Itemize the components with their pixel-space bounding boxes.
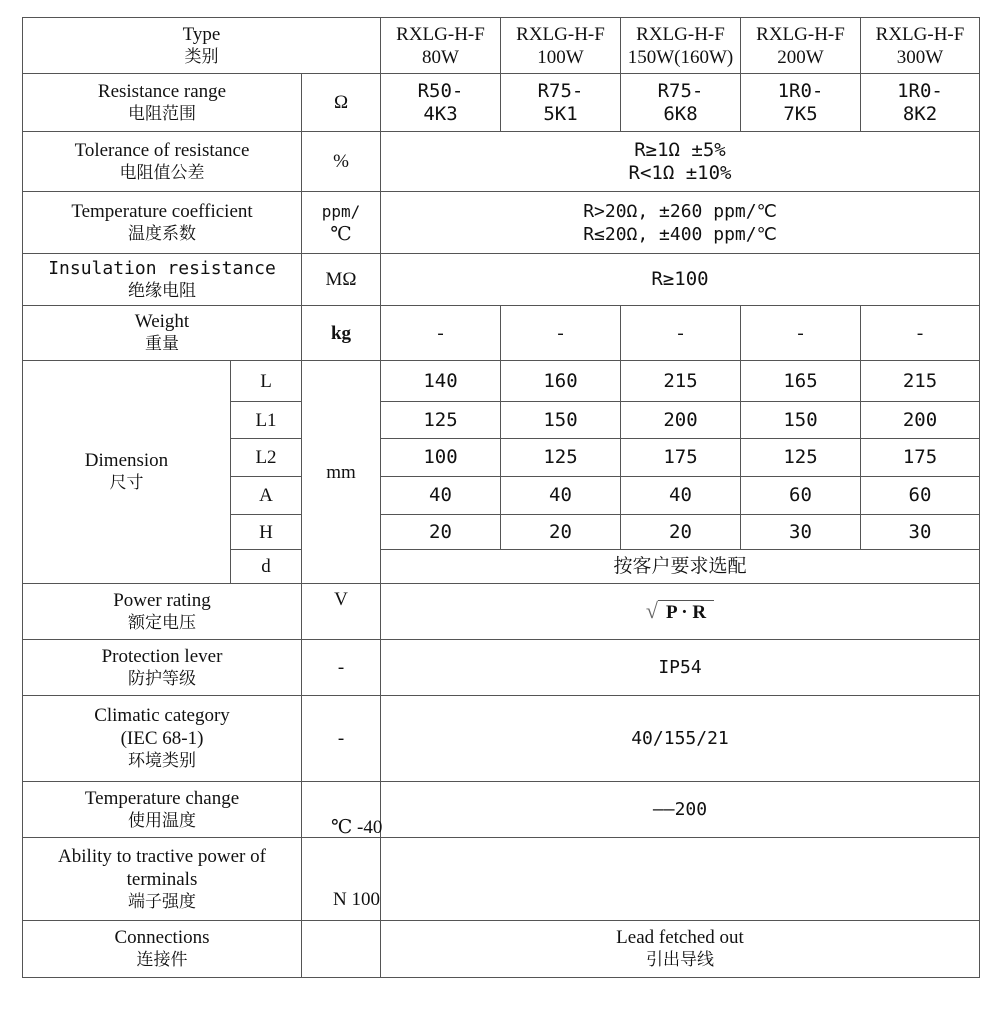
- dimension-value: 40: [621, 477, 741, 515]
- tolerance-row: [23, 132, 980, 192]
- resistance-range-unit: Ω: [302, 74, 381, 132]
- weight-unit: kg: [302, 306, 381, 361]
- connections-unit-cell: [302, 921, 381, 978]
- weight-value: -: [861, 306, 980, 361]
- temp-coefficient-row: [23, 192, 980, 254]
- model-header-150w: RXLG-H-F 150W(160W): [621, 18, 741, 74]
- temp-coefficient-value: R>20Ω, ±260 ppm/℃ R≤20Ω, ±400 ppm/℃: [381, 192, 980, 254]
- tractive-row: [23, 838, 980, 921]
- protection-unit: -: [302, 640, 381, 696]
- model-header-300w: RXLG-H-F 300W: [861, 18, 980, 74]
- dimension-label: Dimension 尺寸: [23, 361, 231, 584]
- dimension-value: 175: [621, 439, 741, 477]
- dimension-value: 125: [381, 402, 501, 439]
- tractive-value-cell: [381, 838, 980, 921]
- tractive-unit: N 100: [333, 889, 380, 910]
- dimension-value: 125: [501, 439, 621, 477]
- dimension-value: 40: [501, 477, 621, 515]
- header-row: [23, 18, 980, 74]
- dimension-value: 60: [861, 477, 980, 515]
- dimension-value: 100: [381, 439, 501, 477]
- weight-value: -: [501, 306, 621, 361]
- insulation-value: R≥100: [381, 254, 980, 306]
- tolerance-label: Tolerance of resistance 电阻值公差: [23, 132, 302, 192]
- dimension-value: 175: [861, 439, 980, 477]
- resistance-range-value: 1R0- 7K5: [741, 74, 861, 132]
- power-rating-label: Power rating 额定电压: [23, 584, 302, 640]
- resistance-range-value: R50- 4K3: [381, 74, 501, 132]
- dimension-sub-label: L1: [231, 402, 302, 439]
- dimension-value: 125: [741, 439, 861, 477]
- dimension-value: 30: [861, 515, 980, 550]
- spec-table: [22, 17, 980, 978]
- tolerance-value: R≥1Ω ±5% R<1Ω ±10%: [381, 132, 980, 192]
- climatic-label: Climatic category (IEC 68-1) 环境类别: [23, 696, 302, 782]
- dimension-sub-label: L2: [231, 439, 302, 477]
- model-header-80w: RXLG-H-F 80W: [381, 18, 501, 74]
- temp-coefficient-label: Temperature coefficient 温度系数: [23, 192, 302, 254]
- dimension-value: 215: [621, 361, 741, 402]
- dimension-value: 165: [741, 361, 861, 402]
- weight-value: -: [741, 306, 861, 361]
- dimension-unit: mm: [302, 361, 381, 584]
- temp-coefficient-unit: ppm/ ℃: [302, 192, 381, 254]
- weight-row: [23, 306, 980, 361]
- dimension-value: 150: [501, 402, 621, 439]
- power-rating-value: [381, 584, 980, 640]
- dimension-value: 20: [381, 515, 501, 550]
- dimension-sub-label: d: [231, 550, 302, 584]
- resistance-range-value: 1R0- 8K2: [861, 74, 980, 132]
- tractive-label: Ability to tractive power of terminals 端子强度: [23, 838, 302, 921]
- dimension-value: 200: [861, 402, 980, 439]
- dimension-value: 20: [621, 515, 741, 550]
- model-header-100w: RXLG-H-F 100W: [501, 18, 621, 74]
- weight-value: -: [381, 306, 501, 361]
- power-formula: P · R: [658, 600, 714, 624]
- connections-row: [23, 921, 980, 978]
- dimension-value: 140: [381, 361, 501, 402]
- climatic-unit: -: [302, 696, 381, 782]
- resistance-range-row: [23, 74, 980, 132]
- climatic-value: 40/155/21: [381, 696, 980, 782]
- dimension-value: 20: [501, 515, 621, 550]
- temp-change-value: ——200: [381, 782, 980, 838]
- resistance-range-value: R75- 5K1: [501, 74, 621, 132]
- square-root-icon: √: [645, 598, 658, 623]
- model-header-200w: RXLG-H-F 200W: [741, 18, 861, 74]
- insulation-unit: MΩ: [302, 254, 381, 306]
- tolerance-unit: %: [302, 132, 381, 192]
- temp-change-unit: ℃ -40: [331, 817, 383, 838]
- dimension-value: 30: [741, 515, 861, 550]
- protection-value: IP54: [381, 640, 980, 696]
- connections-label: Connections 连接件: [23, 921, 302, 978]
- resistance-range-label: Resistance range 电阻范围: [23, 74, 302, 132]
- protection-label: Protection lever 防护等级: [23, 640, 302, 696]
- type-header-cell: [23, 18, 381, 74]
- power-rating-unit: V: [302, 584, 381, 640]
- protection-row: [23, 640, 980, 696]
- temp-change-label: Temperature change 使用温度: [23, 782, 302, 838]
- dimension-d-value: 按客户要求选配: [381, 550, 980, 584]
- temp-change-row: [23, 782, 980, 838]
- dimension-value: 200: [621, 402, 741, 439]
- type-label-zh: 类别: [184, 46, 219, 67]
- dimension-value: 40: [381, 477, 501, 515]
- dimension-value: 160: [501, 361, 621, 402]
- insulation-label: Insulation resistance 绝缘电阻: [23, 254, 302, 306]
- power-rating-row: [23, 584, 980, 640]
- dimension-value: 150: [741, 402, 861, 439]
- weight-value: -: [621, 306, 741, 361]
- weight-label: Weight 重量: [23, 306, 302, 361]
- dimension-value: 60: [741, 477, 861, 515]
- dimension-sub-label: A: [231, 477, 302, 515]
- connections-value: Lead fetched out 引出导线: [381, 921, 980, 978]
- insulation-row: [23, 254, 980, 306]
- dimension-sub-label: H: [231, 515, 302, 550]
- dimension-value: 215: [861, 361, 980, 402]
- dimension-sub-label: L: [231, 361, 302, 402]
- dimension-row: [23, 361, 980, 402]
- climatic-row: [23, 696, 980, 782]
- resistance-range-value: R75- 6K8: [621, 74, 741, 132]
- type-label: Type: [182, 23, 221, 45]
